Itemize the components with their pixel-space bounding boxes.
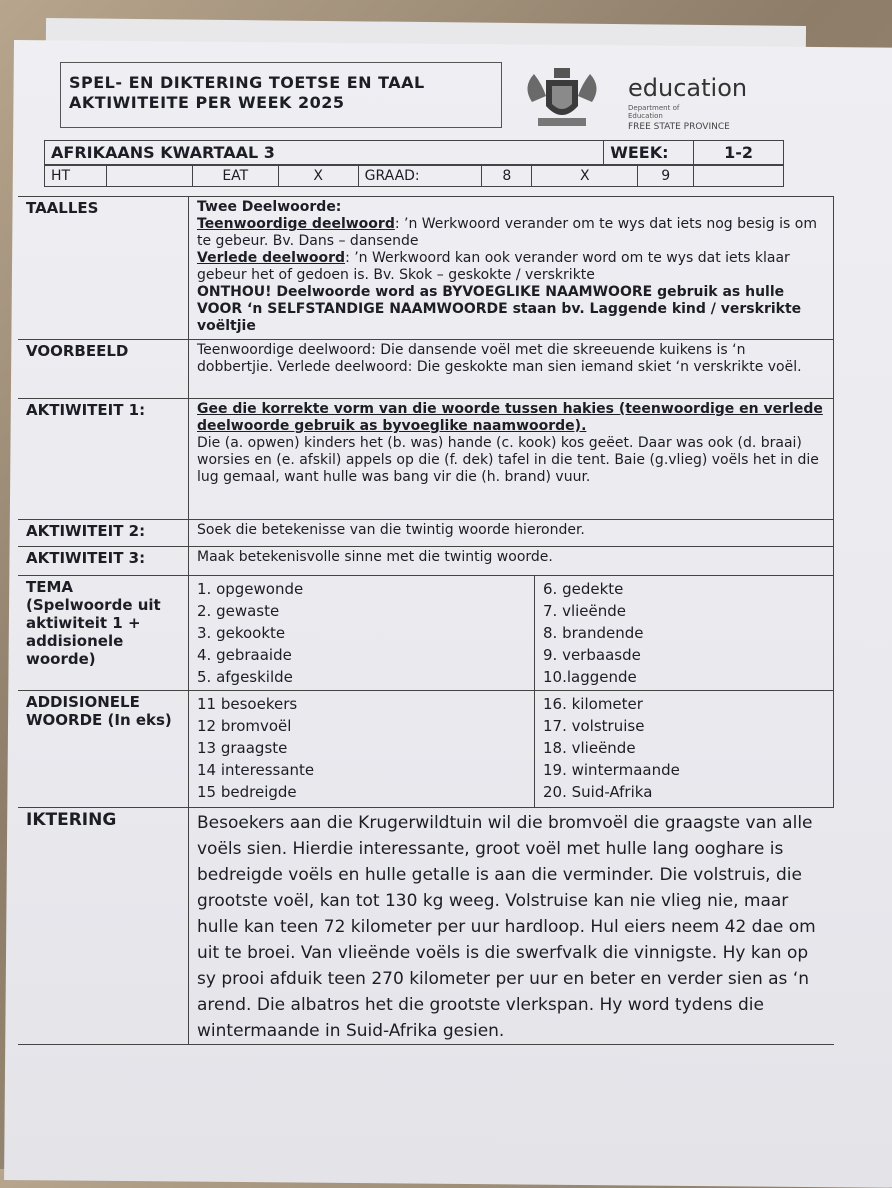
worksheet-header xyxy=(60,62,502,128)
ht-cell: HT xyxy=(45,166,107,187)
grade-9-cell: 9 xyxy=(638,166,694,187)
worksheet-title xyxy=(69,73,425,113)
additional-words xyxy=(188,691,834,807)
info-row-2 xyxy=(44,165,784,187)
past-participle-term: Verlede deelwoord xyxy=(197,250,346,266)
dictation-text: Besoekers aan die Krugerwildtuin wil die bromvoël die graagste van alle voëls sien. Hierdie interessante, groot voël met hulle lang ooghare is bedreigde voëls en hulle getalle is aan die verminder. Die volstruis, die grootste voël, kan tot 130 kg weeg. Volstruise kan nie vlieg nie, maar hulle kan teen 72 kilometer per uur hardloop. Hul eiers neem 42 dae om uit te broei. Van vlieënde voëls is die swerfvalk die vinnigste. Hy kan op sy prooi afduik teen 270 kilometer per uur en beter en verder sien as ‘n arend. Die albatros het die grootste vlerkspan. Hy word tydens die wintermaande in Suid-Afrika gesien. xyxy=(188,808,834,1044)
additional-words-row xyxy=(18,690,834,807)
department-label xyxy=(628,104,679,120)
present-participle-term: Teenwoordige deelwoord xyxy=(197,216,395,232)
word-item: 19. wintermaande xyxy=(543,761,680,779)
week-value: 1-2 xyxy=(694,141,784,165)
activity-3-content: Maak betekenisvolle sinne met die twintig woorde. xyxy=(188,547,834,575)
additional-column-1 xyxy=(189,691,535,807)
remember-note: ONTHOU! Deelwoorde word as BYVOEGLIKE NAAMWOORE gebruik as hulle VOOR ‘n SELFSTANDIGE NAAMWOORDE staan bv. Laggende kind / verskrikte voëltjie xyxy=(197,284,802,334)
coat-of-arms-logo xyxy=(512,62,612,134)
department-line-1: Department of xyxy=(628,104,680,112)
present-participle-text: : ’n Werkwoord verander om te wys dat iets nog besig is om te gebeur. Bv. Dans – dansende xyxy=(197,216,817,249)
word-item: 11 besoekers xyxy=(197,695,298,713)
word-item: 10.laggende xyxy=(543,668,637,686)
word-item: 20. Suid-Afrika xyxy=(543,783,653,801)
word-item: 2. gewaste xyxy=(197,602,280,620)
dictation-label: IKTERING xyxy=(26,810,117,830)
taalles-content xyxy=(188,197,834,339)
additional-column-2 xyxy=(535,691,688,807)
activity-3-row xyxy=(18,546,834,575)
activity-1-label: AKTIWITEIT 1: xyxy=(26,401,146,419)
main-table xyxy=(18,196,834,1045)
title-line-2: AKTIWITEITE PER WEEK 2025 xyxy=(69,93,345,112)
grade-x-cell: X xyxy=(532,166,638,187)
activity-3-label: AKTIWITEIT 3: xyxy=(26,549,146,567)
subject-cell: AFRIKAANS KWARTAAL 3 xyxy=(45,141,604,165)
past-participle-rule xyxy=(197,250,825,284)
word-item: 12 bromvoël xyxy=(197,717,292,735)
info-grid xyxy=(44,140,784,187)
activity-1-instruction: Gee die korrekte vorm van die woorde tussen hakies (teenwoordige en verlede deelwoorde gebruik as byvoeglike naamwoorde). xyxy=(197,401,823,434)
info-row-1 xyxy=(44,140,784,165)
week-label: WEEK: xyxy=(604,141,694,165)
word-item: 1. opgewonde xyxy=(197,580,304,598)
word-item: 9. verbaasde xyxy=(543,646,641,664)
blank-cell-2 xyxy=(694,166,784,187)
word-item: 15 bedreigde xyxy=(197,783,297,801)
activity-1-content xyxy=(188,399,834,519)
title-line-1: SPEL- EN DIKTERING TOETSE EN TAAL xyxy=(69,73,425,92)
voorbeeld-row xyxy=(18,339,834,398)
word-item: 4. gebraaide xyxy=(197,646,292,664)
tema-label: TEMA (Spelwoorde uit aktiwiteit 1 + addisionele woorde) xyxy=(26,578,161,668)
tema-column-2 xyxy=(535,576,651,690)
past-participle-text: : ’n Werkwoord kan ook verander word om te wys dat iets klaar gebeur het of gedoen is. Bv. Skok – geskokte / verskrikte xyxy=(197,250,790,283)
word-item: 14 interessante xyxy=(197,761,315,779)
taalles-label: TAALLES xyxy=(26,199,99,217)
education-logo-text: education xyxy=(628,74,748,102)
voorbeeld-content: Teenwoordige deelwoord: Die dansende voël met die skreeuende kuikens is ‘n dobbertjie. Verlede deelwoord: Die geskokte man sien iemand skiet ‘n verskrikte voël. xyxy=(188,340,834,398)
eat-cell: EAT xyxy=(193,166,279,187)
eat-x-cell: X xyxy=(279,166,359,187)
activity-2-content: Soek die betekenisse van die twintig woorde hieronder. xyxy=(188,520,834,546)
activity-1-row xyxy=(18,398,834,519)
word-item: 17. volstruise xyxy=(543,717,645,735)
activity-2-label: AKTIWITEIT 2: xyxy=(26,522,146,540)
tema-words xyxy=(188,576,834,690)
province-label: FREE STATE PROVINCE xyxy=(628,122,730,132)
tema-row xyxy=(18,575,834,690)
word-item: 18. vlieënde xyxy=(543,739,636,757)
taalles-title: Twee Deelwoorde: xyxy=(197,199,342,215)
word-item: 16. kilometer xyxy=(543,695,643,713)
grade-label: GRAAD: xyxy=(359,166,483,187)
tema-column-1 xyxy=(189,576,535,690)
grade-8-cell: 8 xyxy=(482,166,532,187)
activity-2-row xyxy=(18,519,834,546)
word-item: 8. brandende xyxy=(543,624,644,642)
activity-1-text: Die (a. opwen) kinders het (b. was) hande (c. kook) kos geëet. Daar was ook (d. braai) worsies en (e. afskil) appels op die (f. dek) tafel in die tent. Baie (g.vlieg) voëls het in die lug gemaal, want hulle was bang vir die (h. brand) vuur. xyxy=(197,435,819,485)
word-item: 5. afgeskilde xyxy=(197,668,293,686)
word-item: 13 graagste xyxy=(197,739,288,757)
word-item: 7. vlieënde xyxy=(543,602,627,620)
additional-words-label: ADDISIONELE WOORDE (In eks) xyxy=(26,693,172,729)
voorbeeld-label: VOORBEELD xyxy=(26,342,129,360)
blank-cell-1 xyxy=(107,166,193,187)
present-participle-rule xyxy=(197,216,825,250)
taalles-row xyxy=(18,196,834,339)
word-item: 3. gekookte xyxy=(197,624,286,642)
department-line-2: Education xyxy=(628,112,663,120)
dictation-row xyxy=(18,807,834,1045)
word-item: 6. gedekte xyxy=(543,580,624,598)
